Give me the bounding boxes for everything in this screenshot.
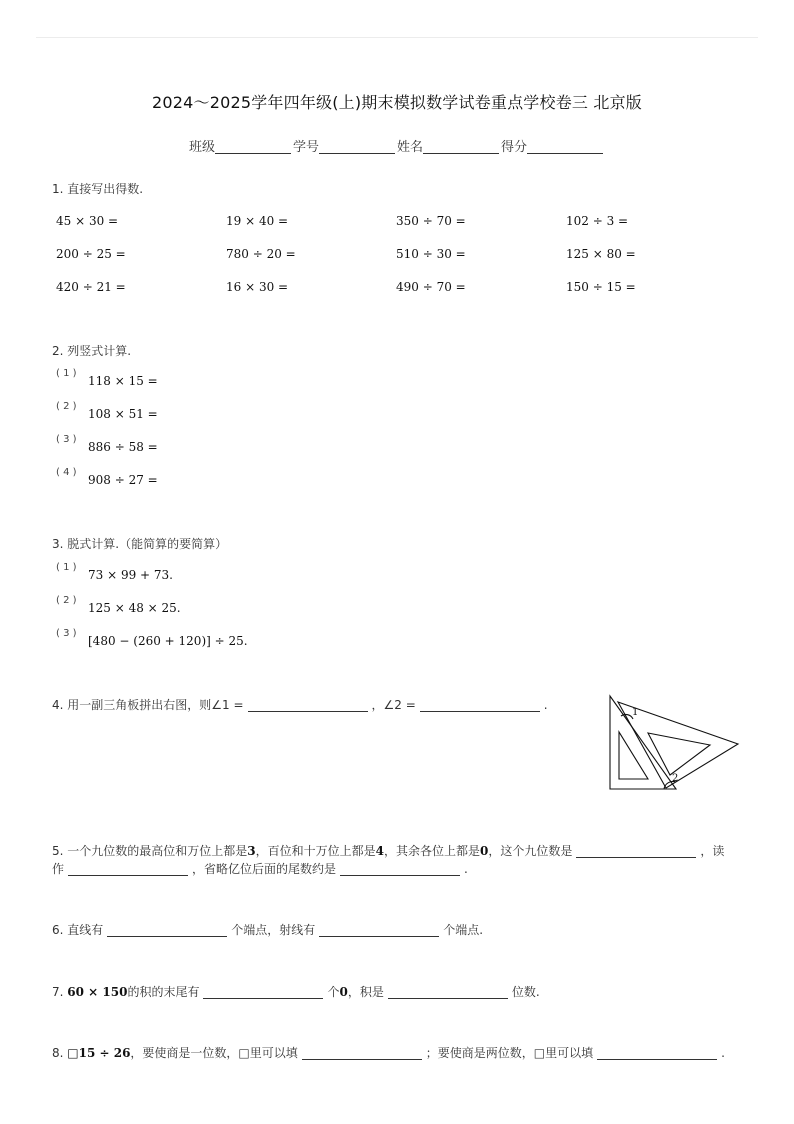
q1-cell: 510 ÷ 30 = xyxy=(396,247,466,261)
q6-part: 6. 直线有 xyxy=(52,923,104,937)
q8-text xyxy=(52,1044,725,1061)
q1-cell: 780 ÷ 20 = xyxy=(226,247,296,261)
q8-part: ，要使商是一位数，□里可以填 xyxy=(130,1046,298,1060)
q7-digit-0: 0 xyxy=(339,985,348,999)
item-number: ( 2 ) xyxy=(56,595,77,606)
student-info-line xyxy=(0,136,794,155)
q7-part: 位数. xyxy=(511,985,540,999)
q5-digit-0: 0 xyxy=(480,844,489,858)
q5-digit-4: 4 xyxy=(375,844,384,858)
q7-part: 个 xyxy=(327,985,340,999)
q4-blank-1[interactable] xyxy=(248,699,368,712)
q4-blank-2[interactable] xyxy=(420,699,540,712)
q5-text: ，百位和十万位上都是 xyxy=(255,844,376,858)
q1-cell: 16 × 30 = xyxy=(226,280,289,294)
q4-part-a: 4. 用一副三角板拼出右图，则∠1 = xyxy=(52,698,244,712)
large-triangle-inner xyxy=(619,732,648,779)
q6-part: 个端点. xyxy=(443,923,484,937)
q6-blank-2[interactable] xyxy=(319,924,439,937)
item-number: ( 2 ) xyxy=(56,401,77,412)
angle-2-label: 2 xyxy=(672,773,679,784)
item-number: ( 1 ) xyxy=(56,368,77,379)
item-expression: 108 × 51 = xyxy=(88,407,158,421)
item-expression: [480 − (260 + 120)] ÷ 25. xyxy=(88,634,248,648)
item-expression: 908 ÷ 27 = xyxy=(88,473,158,487)
q1-cell: 102 ÷ 3 = xyxy=(566,214,629,228)
id-blank[interactable] xyxy=(319,140,395,154)
item-expression: 73 × 99 + 73. xyxy=(88,568,173,582)
q8-part: . xyxy=(721,1046,725,1060)
q8-blank-2[interactable] xyxy=(597,1047,717,1060)
q8-part: ；要使商是两位数，□里可以填 xyxy=(425,1046,594,1060)
item-expression: 886 ÷ 58 = xyxy=(88,440,158,454)
q3-prompt: 3. 脱式计算.（能简算的要简算） xyxy=(52,537,228,551)
q1-cell: 350 ÷ 70 = xyxy=(396,214,466,228)
item-expression: 118 × 15 = xyxy=(88,374,158,388)
item-number: ( 1 ) xyxy=(56,562,77,573)
q7-blank-1[interactable] xyxy=(203,986,323,999)
q1-cell: 420 ÷ 21 = xyxy=(56,280,126,294)
top-divider xyxy=(36,37,758,38)
q5-text: ，其余各位上都是 xyxy=(384,844,481,858)
item-number: ( 3 ) xyxy=(56,434,77,445)
q5-blank-approx[interactable] xyxy=(340,863,460,876)
q1-cell: 19 × 40 = xyxy=(226,214,289,228)
q5-line-2 xyxy=(52,860,468,877)
q1-cell: 490 ÷ 70 = xyxy=(396,280,466,294)
small-triangle-inner xyxy=(648,733,710,775)
q7-expression: 60 × 150 xyxy=(67,985,128,999)
score-label: 得分 xyxy=(501,140,528,155)
q1-cell: 200 ÷ 25 = xyxy=(56,247,126,261)
name-blank[interactable] xyxy=(423,140,499,154)
q4-text xyxy=(52,696,548,713)
q8-part: 8. xyxy=(52,1046,68,1060)
q5-line-1 xyxy=(52,842,724,859)
page-title: 2024～2025学年四年级(上)期末模拟数学试卷重点学校卷三 北京版 xyxy=(151,93,642,112)
q5-digit-3: 3 xyxy=(247,844,256,858)
q5-blank-number[interactable] xyxy=(576,845,696,858)
name-label: 姓名 xyxy=(397,140,424,155)
q5-blank-reading[interactable] xyxy=(68,863,188,876)
q7-text xyxy=(52,983,540,1000)
q5-text: ，这个九位数是 xyxy=(488,844,573,858)
class-blank[interactable] xyxy=(215,140,291,154)
angle-1-label: 1 xyxy=(632,707,639,718)
q8-expression: □15 ÷ 26 xyxy=(67,1046,131,1060)
triangle-set-figure xyxy=(600,690,745,794)
large-triangle xyxy=(610,696,679,789)
q4-part-c: . xyxy=(543,698,548,712)
q2-prompt: 2. 列竖式计算. xyxy=(52,344,132,358)
q1-cell: 150 ÷ 15 = xyxy=(566,280,636,294)
q7-blank-2[interactable] xyxy=(388,986,508,999)
q1-cell: 45 × 30 = xyxy=(56,214,119,228)
q5-text: 5. 一个九位数的最高位和万位上都是 xyxy=(52,844,248,858)
score-blank[interactable] xyxy=(527,140,603,154)
q4-part-b: ，∠2 = xyxy=(371,698,416,712)
q8-blank-1[interactable] xyxy=(302,1047,422,1060)
id-label: 学号 xyxy=(292,140,319,155)
item-number: ( 3 ) xyxy=(56,628,77,639)
q6-part: 个端点，射线有 xyxy=(231,923,316,937)
q7-part: ，积是 xyxy=(347,985,384,999)
q6-text xyxy=(52,921,483,938)
q5-text: 作 xyxy=(52,862,65,876)
item-expression: 125 × 48 × 25. xyxy=(88,601,181,615)
q7-part: 的积的末尾有 xyxy=(127,985,200,999)
q5-text: ，省略亿位后面的尾数约是 xyxy=(192,862,337,876)
q6-blank-1[interactable] xyxy=(107,924,227,937)
q5-text: ，读 xyxy=(700,844,725,858)
q1-cell: 125 × 80 = xyxy=(566,247,636,261)
q5-text: . xyxy=(464,862,468,876)
q1-prompt: 1. 直接写出得数. xyxy=(52,182,144,196)
item-number: ( 4 ) xyxy=(56,467,77,478)
q7-part: 7. xyxy=(52,985,68,999)
class-label: 班级 xyxy=(188,140,215,155)
